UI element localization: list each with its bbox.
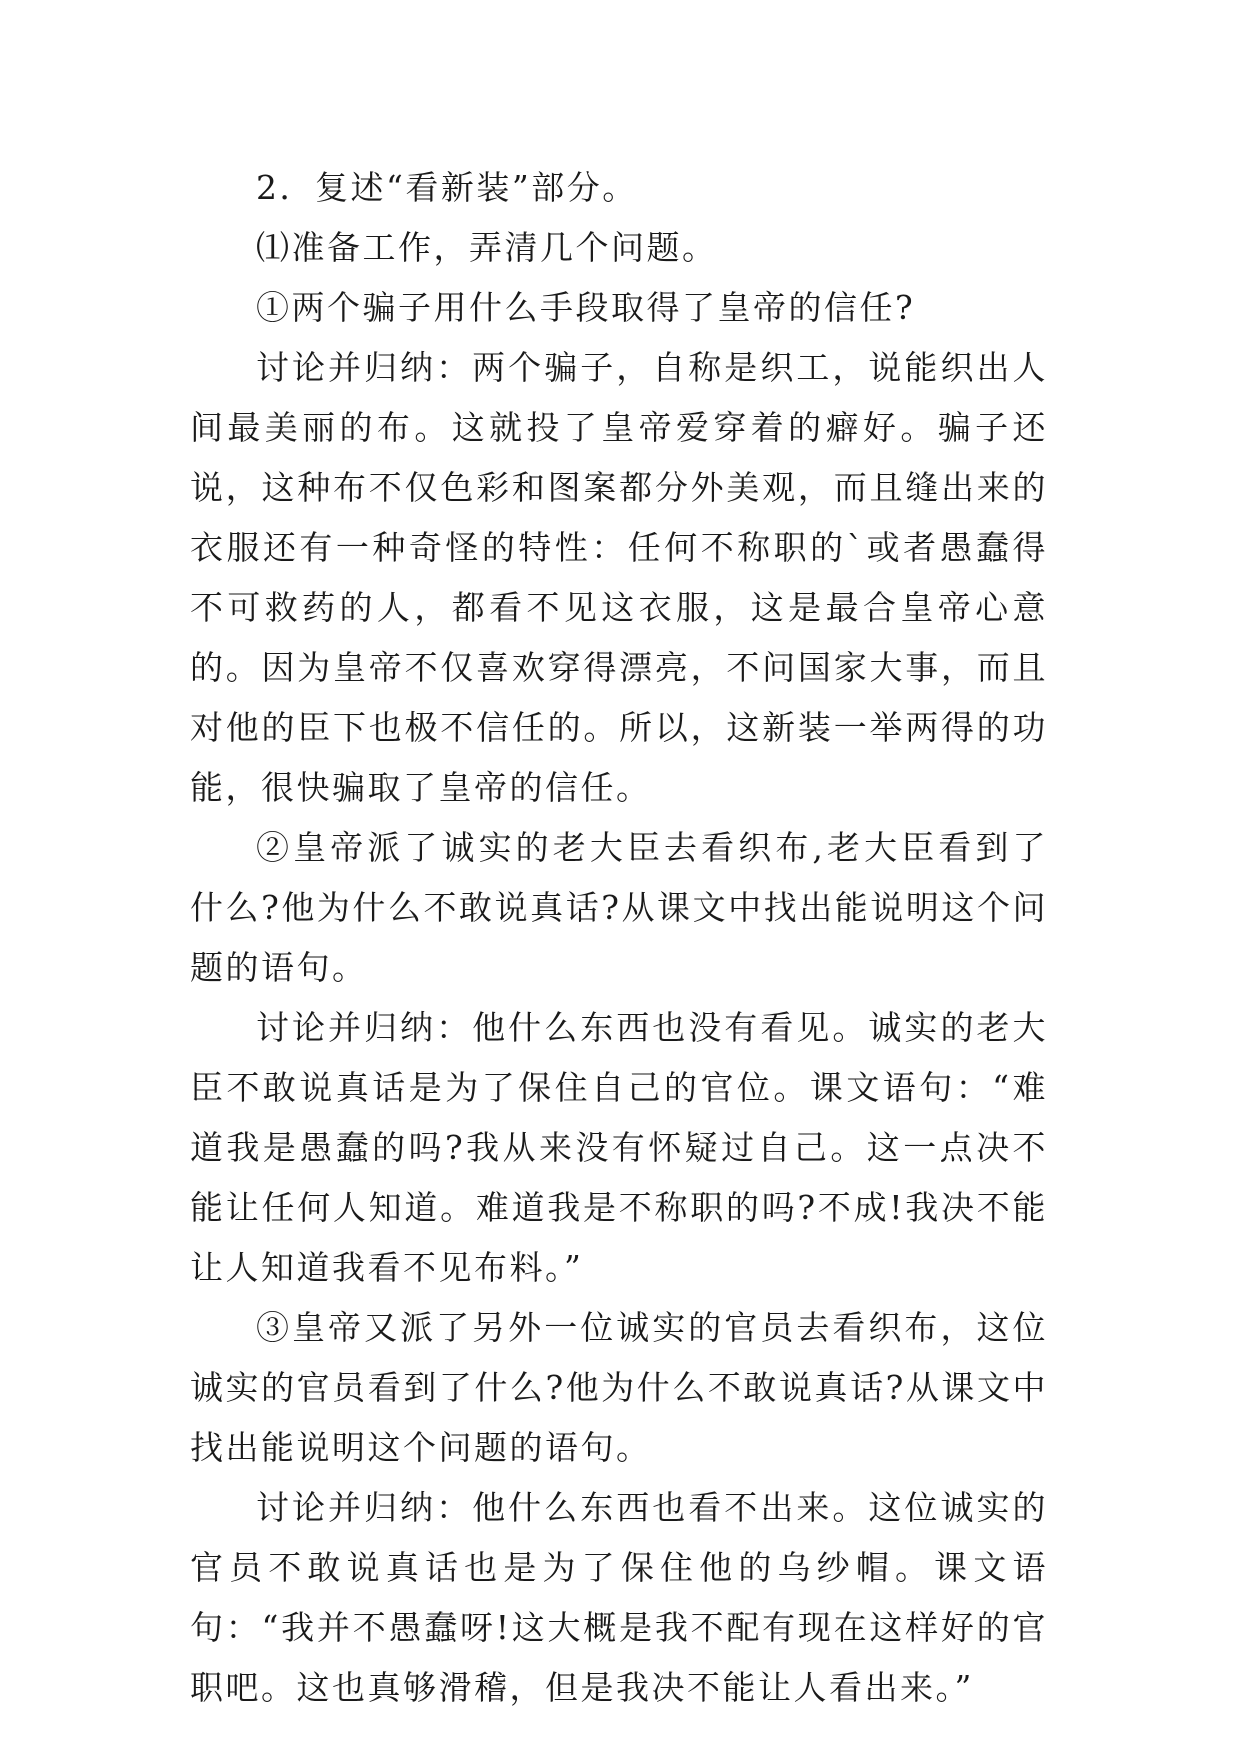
- answer-2: 讨论并归纳：他什么东西也没有看见。诚实的老大臣不敢说真话是为了保住自己的官位。课文语句：“难道我是愚蠢的吗?我从来没有怀疑过自己。这一点决不能让任何人知道。难道我是不称职的吗?不成!我决不能让人知道我看不见布料。”: [190, 1008, 1048, 1287]
- subsection-heading: ⑴准备工作，弄清几个问题。: [256, 228, 718, 267]
- document-body: [190, 158, 1048, 1718]
- section-heading: 2．复述“看新装”部分。: [256, 168, 638, 207]
- question-2: ②皇帝派了诚实的老大臣去看织布,老大臣看到了什么?他为什么不敢说真话?从课文中找出能说明这个问题的语句。: [190, 828, 1048, 987]
- answer-1: 讨论并归纳：两个骗子，自称是织工，说能织出人间最美丽的布。这就投了皇帝爱穿着的癖好。骗子还说，这种布不仅色彩和图案都分外美观，而且缝出来的衣服还有一种奇怪的特性：任何不称职的`或者愚蠢得不可救药的人，都看不见这衣服，这是最合皇帝心意的。因为皇帝不仅喜欢穿得漂亮，不问国家大事，而且对他的臣下也极不信任的。所以，这新装一举两得的功能，很快骗取了皇帝的信任。: [190, 348, 1048, 807]
- question-3: ③皇帝又派了另外一位诚实的官员去看织布，这位诚实的官员看到了什么?他为什么不敢说真话?从课文中找出能说明这个问题的语句。: [190, 1308, 1048, 1467]
- answer-3: 讨论并归纳：他什么东西也看不出来。这位诚实的官员不敢说真话也是为了保住他的乌纱帽。课文语句：“我并不愚蠢呀!这大概是我不配有现在这样好的官职吧。这也真够滑稽，但是我决不能让人看出来。”: [190, 1488, 1048, 1707]
- question-1: ①两个骗子用什么手段取得了皇帝的信任?: [256, 288, 916, 327]
